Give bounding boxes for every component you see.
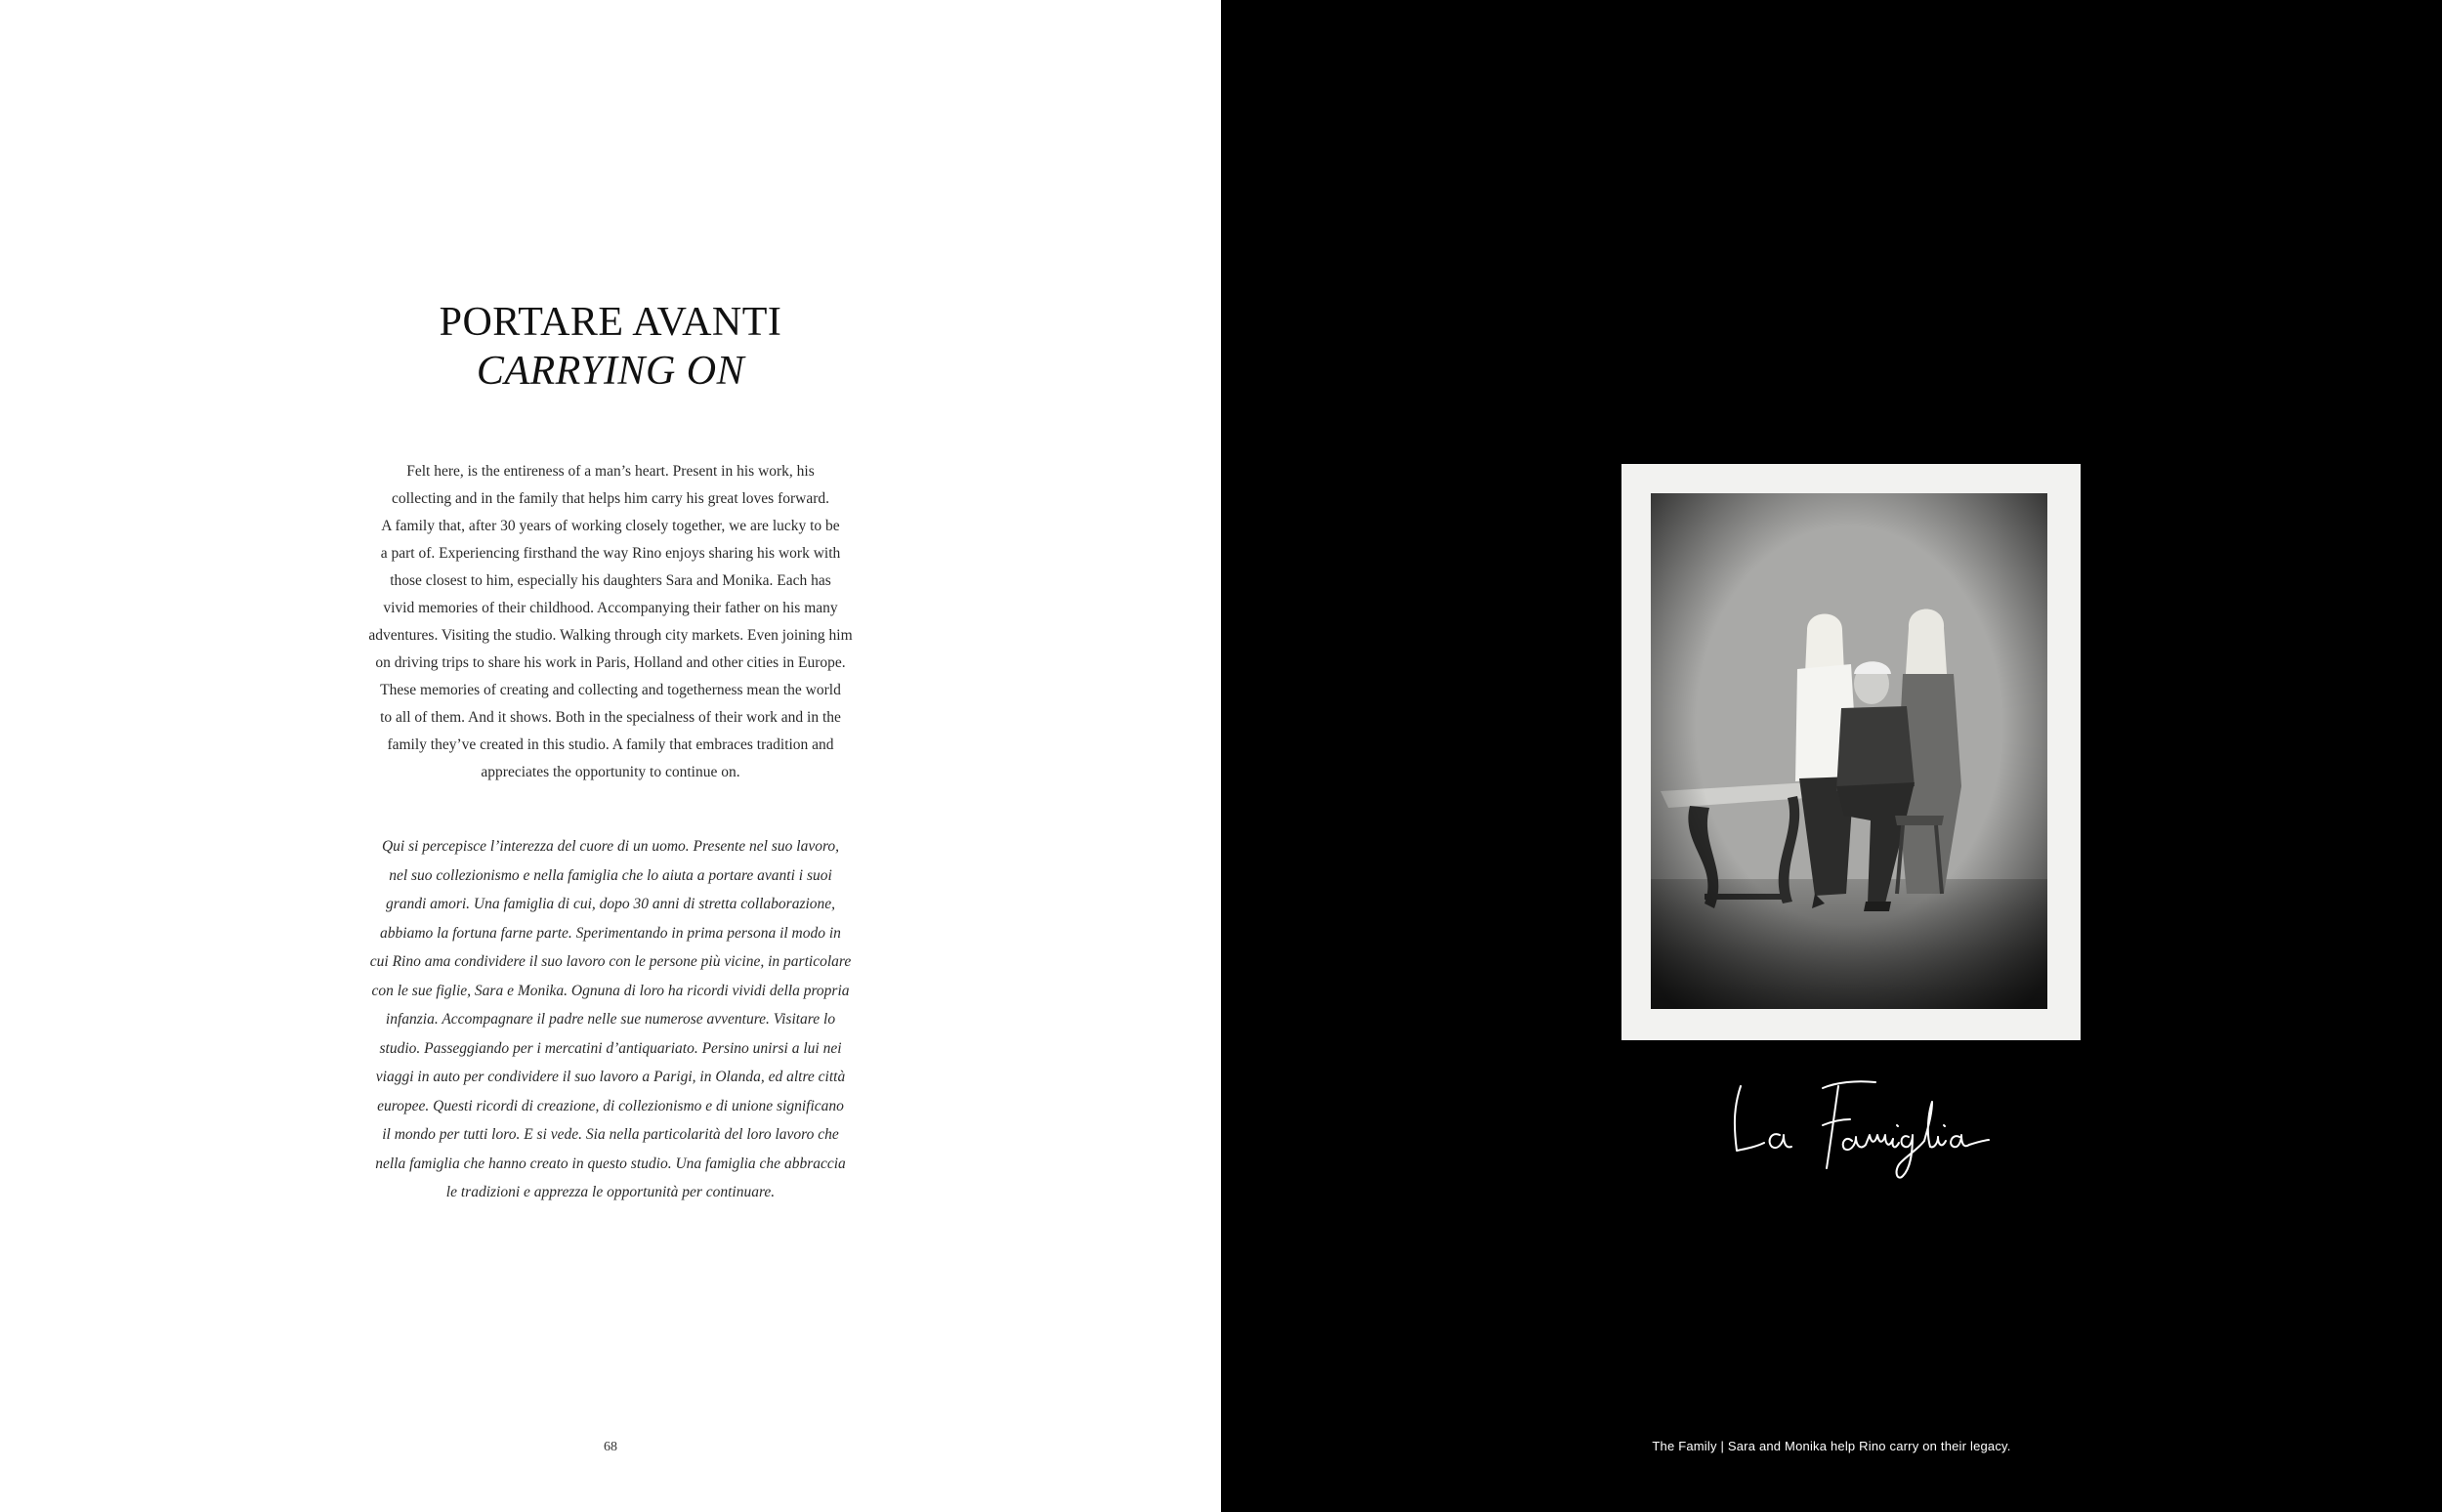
family-photo bbox=[1651, 493, 2047, 1009]
text-line: abbiamo la fortuna farne parte. Sperimentando in prima persona il modo in bbox=[380, 924, 841, 942]
english-body-text bbox=[352, 458, 869, 786]
page-subtitle: CARRYING ON bbox=[476, 349, 745, 394]
text-line: infanzia. Accompagnare il padre nelle sue numerose avventure. Visitare lo bbox=[385, 1011, 836, 1028]
polaroid-frame bbox=[1621, 464, 2081, 1040]
title-block bbox=[244, 298, 977, 396]
text-line: nella famiglia che hanno creato in questo studio. Una famiglia che abbraccia bbox=[375, 1155, 846, 1172]
text-line: vivid memories of their childhood. Accompanying their father on his many bbox=[383, 600, 838, 616]
text-line: adventures. Visiting the studio. Walking through city markets. Even joining him bbox=[368, 627, 853, 644]
text-line: cui Rino ama condividere il suo lavoro con le persone più vicine, in particolare bbox=[369, 953, 852, 970]
page-title: PORTARE AVANTI bbox=[439, 300, 782, 345]
text-line: viaggi in auto per condividere il suo lavoro a Parigi, in Olanda, ed altre città bbox=[375, 1069, 846, 1085]
photo-caption: The Family | Sara and Monika help Rino carry on their legacy. bbox=[1652, 1439, 2011, 1453]
text-line: These memories of creating and collecting and togetherness mean the world bbox=[380, 682, 841, 698]
text-line: a part of. Experiencing firsthand the way Rino enjoys sharing his work with bbox=[380, 545, 841, 562]
text-line: nel suo collezionismo e nella famiglia che lo aiuta a portare avanti i suoi bbox=[389, 866, 832, 884]
text-line: Qui si percepisce l’interezza del cuore di un uomo. Presente nel suo lavoro, bbox=[381, 838, 840, 855]
text-line: collecting and in the family that helps him carry his great loves forward. bbox=[391, 490, 830, 507]
text-line: those closest to him, especially his daughters Sara and Monika. Each has bbox=[390, 572, 831, 589]
text-line: europee. Questi ricordi di creazione, di collezionismo e di unione significano bbox=[377, 1097, 844, 1114]
text-line: studio. Passeggiando per i mercatini d’antiquariato. Persino unirsi a lui nei bbox=[379, 1039, 842, 1057]
text-line: il mondo per tutti loro. E si vede. Sia nella particolarità del loro lavoro che bbox=[382, 1126, 839, 1143]
text-line: Felt here, is the entireness of a man’s heart. Present in his work, his bbox=[406, 463, 815, 480]
italian-body-text bbox=[352, 832, 869, 1207]
page-number: 68 bbox=[604, 1440, 617, 1454]
text-line: on driving trips to share his work in Paris, Holland and other cities in Europe. bbox=[375, 654, 846, 671]
text-line: le tradizioni e apprezza le opportunità per continuare. bbox=[445, 1184, 776, 1200]
text-line: to all of them. And it shows. Both in the specialness of their work and in the bbox=[380, 709, 841, 726]
text-line: A family that, after 30 years of working closely together, we are lucky to be bbox=[381, 518, 840, 534]
text-line: family they’ve created in this studio. A family that embraces tradition and bbox=[387, 736, 834, 753]
la-famiglia-signature bbox=[1729, 1074, 1993, 1182]
family-photo-illustration bbox=[1651, 493, 2047, 1009]
text-line: grandi amori. Una famiglia di cui, dopo 30 anni di stretta collaborazione, bbox=[385, 896, 836, 912]
text-line: appreciates the opportunity to continue on. bbox=[481, 764, 740, 780]
text-line: con le sue figlie, Sara e Monika. Ognuna di loro ha ricordi vividi della propria bbox=[371, 982, 850, 999]
